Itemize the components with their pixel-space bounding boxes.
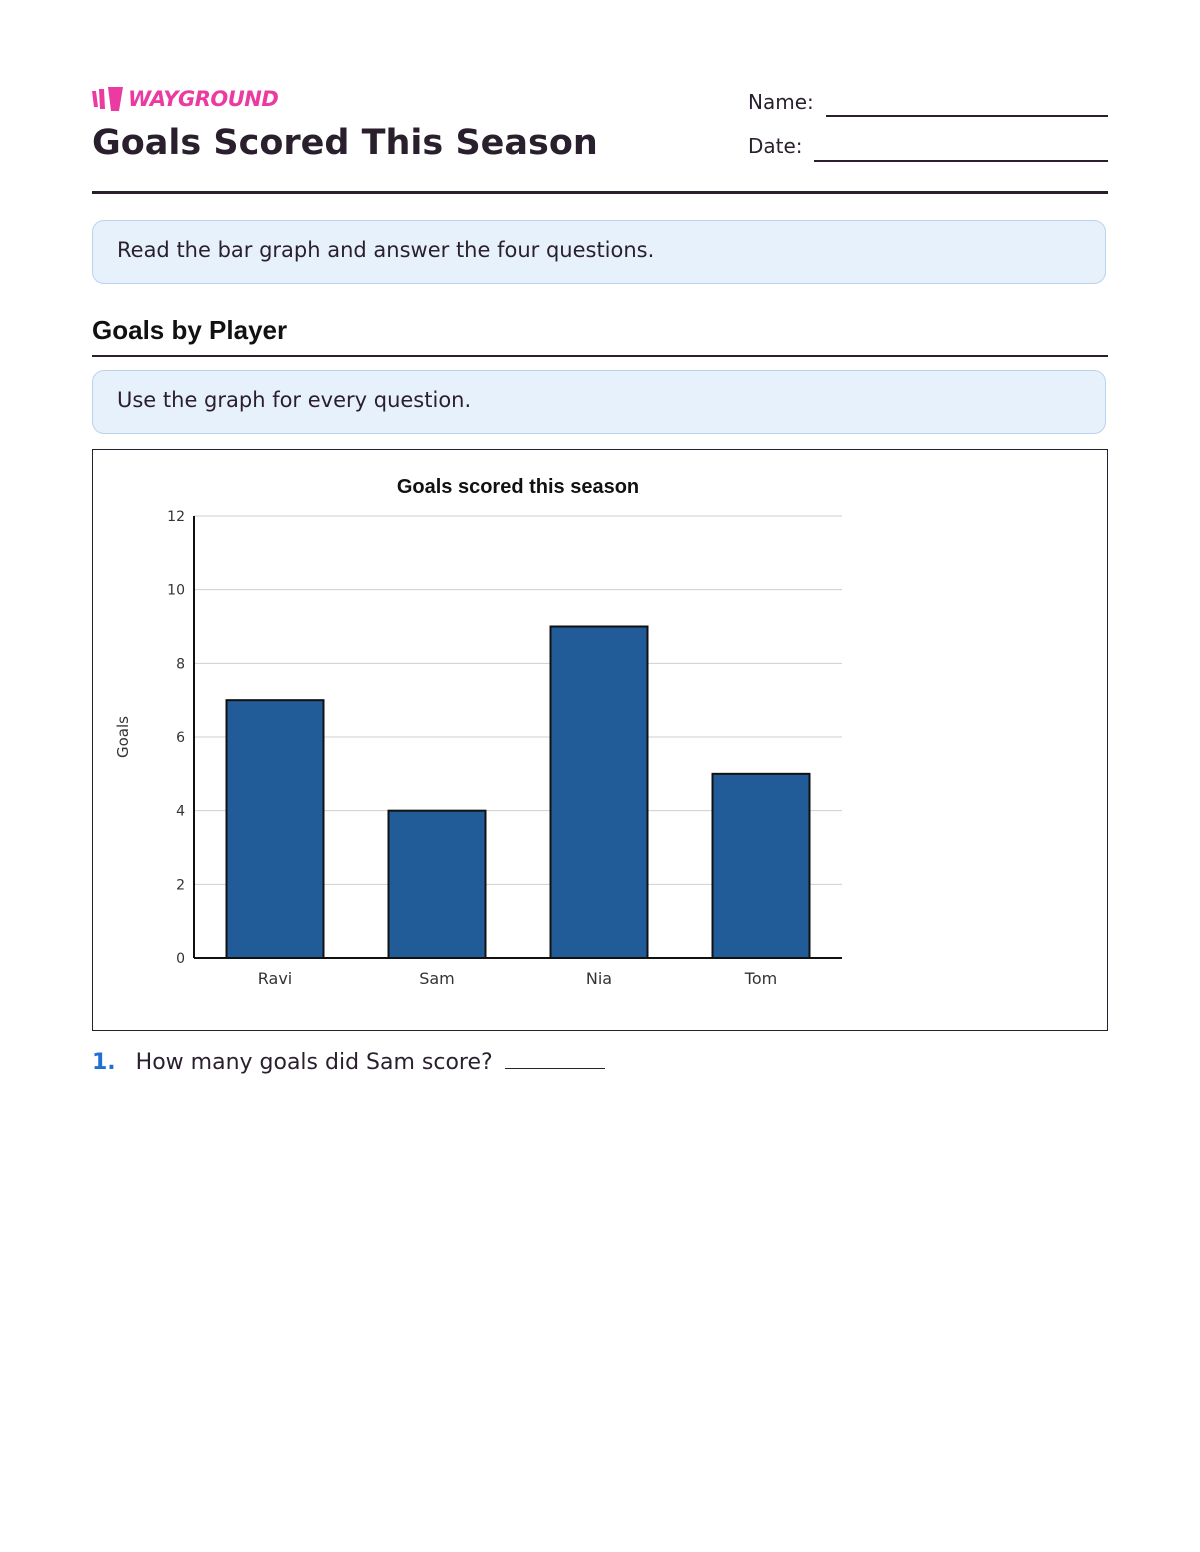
header-divider <box>92 191 1108 194</box>
y-tick-label: 12 <box>167 509 185 525</box>
bar <box>389 811 486 958</box>
bar <box>551 627 648 959</box>
question-1 <box>92 1050 605 1075</box>
section-note-text: Use the graph for every question. <box>117 388 472 412</box>
page-title: Goals Scored This Season <box>92 123 598 163</box>
y-tick-label: 10 <box>167 582 185 599</box>
y-tick-label: 2 <box>176 877 185 894</box>
x-tick-label: Tom <box>744 969 778 988</box>
wayground-logo-icon <box>92 87 124 111</box>
chart-frame <box>92 449 1108 1031</box>
y-tick-label: 8 <box>176 656 185 673</box>
y-axis-label: Goals <box>114 716 132 758</box>
chart-title: Goals scored this season <box>396 476 640 498</box>
x-tick-label: Ravi <box>257 969 293 988</box>
date-field[interactable] <box>814 160 1108 162</box>
instructions-text: Read the bar graph and answer the four questions. <box>117 238 655 262</box>
y-tick-label: 4 <box>176 803 185 820</box>
question-text: How many goals did Sam score? <box>135 1050 493 1075</box>
answer-blank[interactable] <box>505 1050 605 1069</box>
section-title: Goals by Player <box>92 315 288 345</box>
question-number: 1. <box>92 1050 116 1075</box>
bar <box>227 700 324 958</box>
x-tick-label: Nia <box>585 969 613 988</box>
y-tick-label: 0 <box>176 951 185 967</box>
section-note-box <box>92 370 1106 434</box>
bar-chart <box>93 450 1107 1030</box>
y-tick-label: 6 <box>176 730 185 746</box>
bar <box>713 774 810 958</box>
name-label: Name: <box>748 90 814 114</box>
x-tick-label: Sam <box>419 969 455 988</box>
instructions-box <box>92 220 1106 284</box>
brand-name: WAYGROUND <box>128 87 279 111</box>
wayground-logo <box>92 87 278 111</box>
date-label: Date: <box>748 134 803 158</box>
section-divider <box>92 355 1108 357</box>
name-field[interactable] <box>826 115 1108 117</box>
